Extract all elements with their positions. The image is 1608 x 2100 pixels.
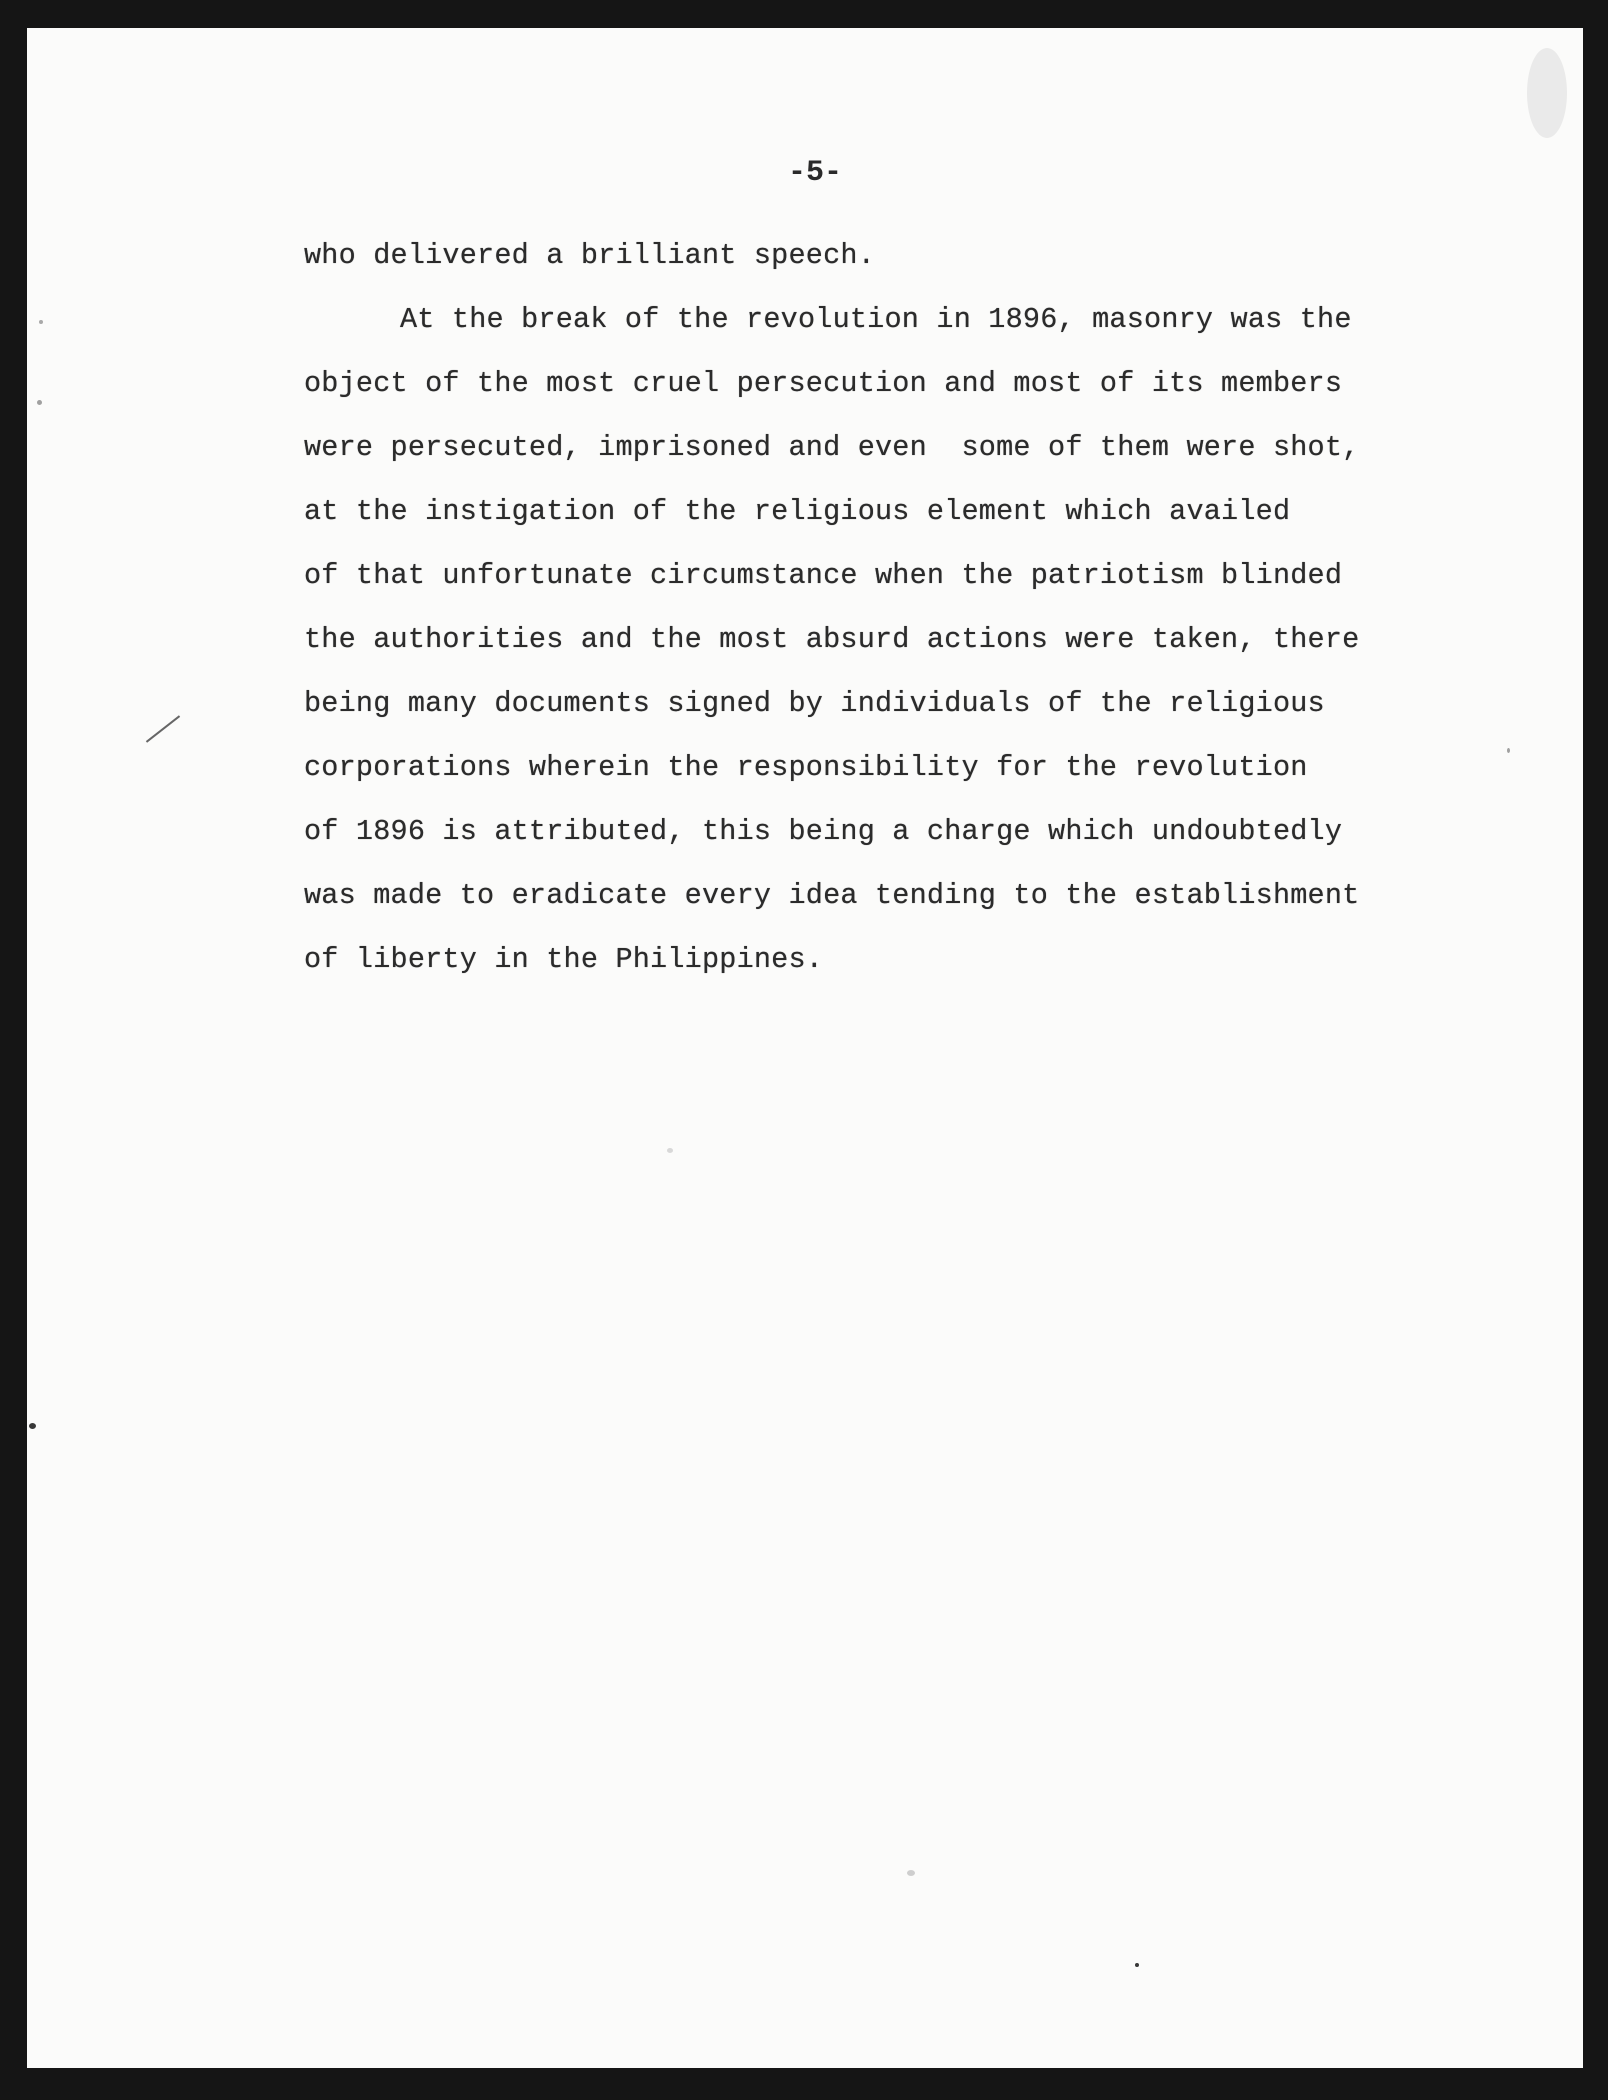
text-line: object of the most cruel persecution and most of its members xyxy=(304,367,1343,400)
text-line: was made to eradicate every idea tending to the establishment xyxy=(304,879,1360,912)
scan-speck xyxy=(1527,48,1567,138)
text-line: at the instigation of the religious element which availed xyxy=(304,495,1291,528)
text-line: of 1896 is attributed, this being a charge which undoubtedly xyxy=(304,815,1343,848)
document-page xyxy=(27,28,1583,2068)
text-line: were persecuted, imprisoned and even some of them were shot, xyxy=(304,431,1360,464)
scan-speck xyxy=(37,400,42,405)
text-line: of liberty in the Philippines. xyxy=(304,943,824,976)
scan-speck xyxy=(907,1870,915,1876)
page-number: -5- xyxy=(787,156,842,190)
body-text xyxy=(304,224,1544,992)
scan-speck xyxy=(29,1423,36,1429)
scan-speck xyxy=(39,320,43,324)
pen-stroke-mark xyxy=(146,715,180,742)
text-line: the authorities and the most absurd actions were taken, there xyxy=(304,623,1360,656)
scan-speck xyxy=(667,1148,673,1153)
text-line: At the break of the revolution in 1896, masonry was the xyxy=(400,303,1352,336)
text-line: who delivered a brilliant speech. xyxy=(304,239,875,272)
text-line: of that unfortunate circumstance when the patriotism blinded xyxy=(304,559,1343,592)
scan-speck xyxy=(1135,1963,1139,1967)
text-line: being many documents signed by individuals of the religious xyxy=(304,687,1325,720)
text-line: corporations wherein the responsibility for the revolution xyxy=(304,751,1308,784)
